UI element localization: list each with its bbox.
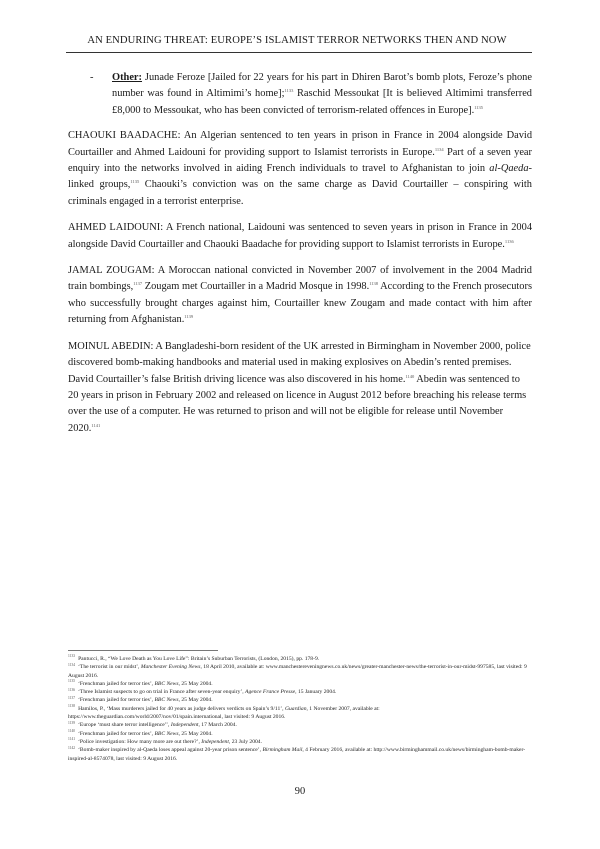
footnote-text: , 18 April 2010, available at: www.manchestereveningnews.co.uk/news/greater-manchester-news/the-terrorist-in-our-midst-997585, last visited: 9 August 2016. — [68, 664, 527, 679]
footnote-text: ‘Frenchman jailed for terror ties’, — [78, 697, 155, 704]
footnote-text: ‘Frenchman jailed for terror ties’, — [78, 730, 155, 737]
paragraph-text: Part of a seven year enquiry into the networks involved in aiding French individuals to travel to Afghanistan to join — [68, 146, 533, 175]
paragraph-text: Chaouki’s conviction was on the same charge as David Courtailler – conspiring with criminals engaged in a terrorist enterprise. — [68, 179, 532, 207]
paragraph-text: According to the French prosecutors who successfully brought charges against him, Courtailler knew Zougam and made contact with him after returning from Afghanistan. — [68, 281, 532, 326]
footnote-text: , 25 May 2004. — [178, 730, 213, 737]
footnote-ref[interactable]: 1141 — [91, 422, 101, 428]
footnote-text: , 17 March 2004. — [198, 722, 237, 729]
footnote-text: , 25 May 2004. — [178, 697, 213, 704]
person-name: JAMAL ZOUGAM — [68, 265, 152, 277]
paragraph-baadache — [68, 128, 532, 210]
footnote-number: 1136 — [68, 687, 76, 692]
paragraph-abedin — [68, 339, 532, 437]
person-name: AHMED LAIDOUNI — [68, 222, 161, 234]
person-name: CHAOUKI BAADACHE — [68, 130, 178, 142]
bullet-dash: - — [90, 72, 94, 83]
footnote-source: Agence France Presse — [245, 689, 296, 696]
footnote-item — [68, 721, 534, 729]
footnote-ref[interactable]: 1138 — [369, 281, 379, 287]
footnote-number: 1135 — [68, 679, 76, 684]
footnote-ref[interactable]: 1134 — [434, 146, 444, 152]
footnote-ref[interactable]: 1137 — [133, 281, 143, 287]
paragraph-text: : A Moroccan national convicted in November 2007 of involvement in the 2004 Madrid train bombings, — [68, 265, 532, 293]
footnote-item — [68, 688, 534, 696]
header-rule — [66, 52, 532, 53]
paragraph-laidouni — [68, 220, 532, 253]
footnote-ref[interactable]: 1139 — [184, 314, 194, 320]
footnote-item — [68, 705, 534, 722]
footnote-ref[interactable]: 1140 — [405, 373, 415, 379]
footnote-source: Independent — [170, 722, 199, 729]
footnote-text: ‘Bomb-maker inspired by al-Qaeda loses appeal against 20-year prison sentence’, — [78, 747, 263, 754]
footnote-text: Pantucci, R., “We Love Death as You Love Life”: Britain’s Suburban Terrorists, (London, 2015), pp. 178-9. — [78, 656, 320, 662]
person-name: MOINUL ABEDIN — [68, 340, 151, 352]
footnote-number: 1138 — [68, 704, 76, 709]
footnote-source: Birmingham Mail — [262, 747, 303, 754]
footnote-source: BBC News — [154, 697, 179, 704]
paragraph-text: : A French national, Laidouni was sentenced to seven years in prison in France in 2004 alongside David Courtailler and Chaouki Baadache for providing support to Islamist terrorists in Europe. — [68, 222, 533, 250]
bullet-text: Raschid Messoukat [It is believed Altimimi transferred £8,000 to Messoukat, who has been convicted of terrorism-related offences in Europe]. — [112, 88, 532, 116]
footnote-source: Independent — [201, 738, 229, 745]
footnote-item — [68, 696, 534, 704]
paragraph-zougam — [68, 263, 532, 329]
footnote-text: ‘Europe ‘must share terror intelligence’’, — [78, 722, 171, 729]
paragraph-text: Abedin was sentenced to 20 years in prison in February 2002 and released on licence in August 2012 before breaching his release terms over the use of a computer. He was returned to prison and will not be eligible for release until November 2020. — [68, 373, 527, 434]
footnote-text: ‘Frenchman jailed for terror ties’, — [78, 680, 155, 687]
footnote-ref[interactable]: 1135 — [474, 104, 484, 110]
footnote-source: Manchester Evening News — [140, 664, 201, 671]
running-header: AN ENDURING THREAT: EUROPE’S ISLAMIST TERROR NETWORKS THEN AND NOW — [87, 35, 507, 46]
footnote-source: BBC News — [154, 680, 179, 687]
bullet-text: Junade Feroze [Jailed for 22 years for his part in Dhiren Barot’s bomb plots, Feroze’s phone number was found in Altimimi’s home]; — [112, 72, 532, 100]
footnote-number: 1133 — [68, 654, 76, 659]
footnote-text: ‘The terrorist in our midst’, — [78, 664, 141, 671]
paragraph-text: : An Algerian sentenced to ten years in prison in France in 2004 alongside David Courtailler and Ahmed Laidouni for providing support to Islamist terrorists in Europe. — [68, 130, 533, 158]
footnote-item — [68, 680, 534, 688]
footnote-ref[interactable]: 1135 — [130, 179, 140, 185]
footnote-text: , 25 May 2004. — [178, 680, 213, 687]
footnote-text: , 23 July 2004. — [228, 738, 263, 745]
footnote-item — [68, 746, 534, 763]
footnote-text: , 4 February 2016, available at: http://www.birminghammail.co.uk/news/birmingham-bomb-maker-inspired-al-8574078, last visited: 9 August 2016. — [68, 747, 526, 762]
footnote-number: 1140 — [68, 729, 76, 734]
footnote-text: , 1 November 2007, available at: https://www.theguardian.com/world/2007/nov/01/spain.international, last visited: 9 August 2016. — [68, 705, 380, 721]
footnote-ref[interactable]: 1133 — [284, 88, 294, 94]
footnote-number: 1139 — [68, 720, 76, 725]
footnote-number: 1141 — [68, 737, 76, 742]
footnote-number: 1137 — [68, 695, 76, 700]
footnote-text: , 15 January 2004. — [295, 689, 337, 696]
page-number: 90 — [294, 786, 306, 797]
bullet-other — [90, 70, 532, 119]
footnote-item — [68, 738, 534, 746]
footnote-rule — [68, 650, 218, 651]
footnote-text: ‘Three Islamist suspects to go on trial in France after seven-year enquiry’, — [78, 689, 246, 696]
paragraph-text: -linked groups, — [68, 163, 532, 191]
footnote-text: ‘Police investigation: How many more are out there?’, — [78, 738, 202, 745]
italic-term: al-Qaeda — [489, 163, 529, 175]
footnotes — [68, 655, 534, 763]
bullet-label: Other: — [112, 72, 143, 83]
footnote-item — [68, 655, 534, 663]
footnote-text: Hamilos, P., ‘Mass murderers jailed for 40 years as judge delivers verdicts on Spain’s 9/11’, — [78, 705, 285, 712]
footnote-number: 1134 — [68, 662, 76, 667]
footnote-number: 1142 — [68, 745, 76, 750]
footnote-source: Guardian — [284, 705, 307, 712]
paragraph-text: Zougam met Courtailler in a Madrid Mosque in 1998. — [142, 281, 370, 293]
bullet-body — [112, 70, 532, 119]
footnote-ref[interactable]: 1136 — [504, 238, 514, 244]
main-content — [68, 70, 532, 447]
paragraph-text: : A Bangladeshi-born resident of the UK arrested in Birmingham in November 2000, police discovered bomb-making handbooks and material used in making explosives on Abedin’s rented premises. David Courtailler’s false British driving licence was also discovered in his home. — [68, 340, 531, 385]
footnote-source: BBC News — [154, 730, 179, 737]
footnote-item — [68, 663, 534, 680]
footnote-item — [68, 730, 534, 738]
